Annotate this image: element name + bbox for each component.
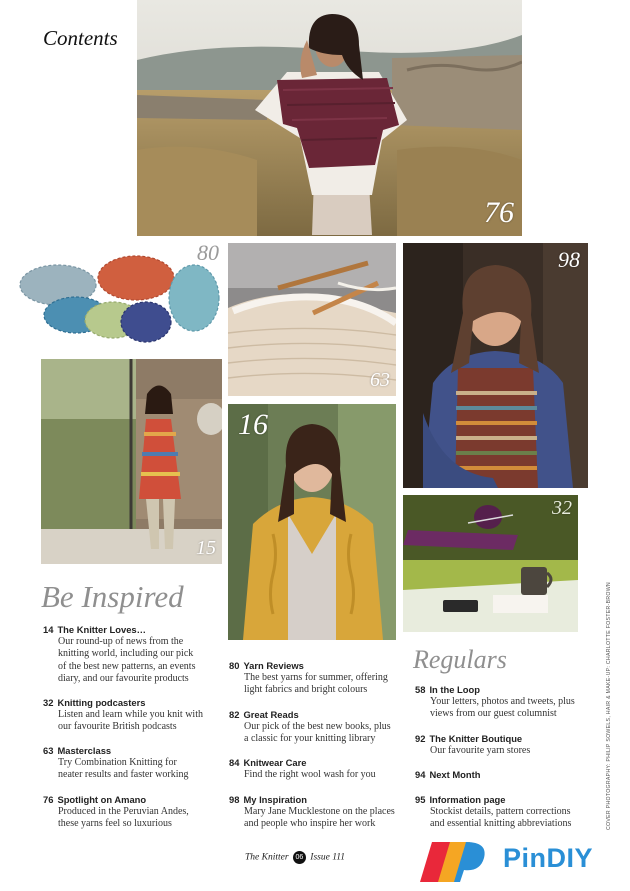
- toc-entry[interactable]: [43, 745, 228, 782]
- toc-entry-title: Masterclass: [57, 745, 112, 756]
- photo-my-inspiration: [403, 243, 588, 488]
- photo-masterclass: [228, 243, 396, 396]
- toc-entry-page: 63: [43, 745, 54, 756]
- photo-my-inspiration-page-number: 98: [558, 247, 580, 272]
- toc-entry-desc-line: views from our guest columnist: [430, 708, 557, 720]
- toc-entry-page: 95: [415, 794, 426, 805]
- photo-amano-image: [137, 0, 522, 236]
- toc-entry-page: 94: [415, 769, 426, 780]
- photo-credit: [606, 582, 616, 830]
- toc-entry-desc-line: Our pick of the best new books, plus: [244, 721, 391, 733]
- photo-credit-text: COVER PHOTOGRAPHY: PHILIP SOWELS, HAIR & MAKE-UP: CHARLOTTE FOSTER-BROWN: [606, 582, 612, 830]
- toc-entry-desc-line: and essential knitting abbreviations: [430, 818, 572, 830]
- photo-yarn-reviews-page-number: 80: [197, 240, 219, 265]
- toc-entry-desc-line: of the best new patterns, an events: [58, 660, 196, 672]
- toc-entry[interactable]: [415, 684, 595, 721]
- toc-entry-desc-line: Try Combination Knitting for: [58, 757, 177, 769]
- toc-entry-title: Information page: [429, 794, 506, 805]
- toc-entry[interactable]: [229, 794, 409, 831]
- toc-entry-desc-line: and people who inspire her work: [244, 818, 376, 830]
- toc-entry-page: 14: [43, 624, 54, 635]
- toc-entry-title: My Inspiration: [243, 794, 307, 805]
- toc-entry-page: 32: [43, 697, 54, 708]
- toc-entry-title: Spotlight on Amano: [57, 794, 147, 805]
- toc-entry[interactable]: [415, 769, 595, 781]
- toc-entry[interactable]: [43, 697, 228, 734]
- page-title: Contents: [43, 26, 118, 50]
- toc-entry-page: 84: [229, 757, 240, 768]
- toc-entry-desc-line: diary, and our favourite products: [58, 672, 189, 684]
- photo-yarn-reviews-image: [18, 240, 223, 350]
- toc-entry-desc-line: these yarns feel so luxurious: [58, 818, 172, 830]
- toc-entry-title: Yarn Reviews: [243, 660, 304, 671]
- toc-entry-page: 92: [415, 733, 426, 744]
- toc-entry-desc-line: neater results and faster working: [58, 769, 189, 781]
- toc-entry-desc-line: knitting world, including our pick: [58, 648, 194, 660]
- toc-entry-title: In the Loop: [429, 684, 480, 695]
- toc-entry-title: Great Reads: [243, 709, 299, 720]
- photo-cardigan-cover-page-number: 16: [238, 408, 268, 441]
- photo-knitter-loves: [41, 359, 222, 564]
- toc-entry[interactable]: [229, 709, 409, 746]
- toc-entry[interactable]: [415, 794, 595, 831]
- toc-entry-desc-line: Produced in the Peruvian Andes,: [58, 806, 189, 818]
- photo-my-inspiration-image: [403, 243, 588, 488]
- page-footer: [245, 851, 345, 864]
- photo-masterclass-page-number: 63: [370, 369, 390, 391]
- toc-entry[interactable]: [43, 794, 228, 831]
- photo-podcasters-page-number: 32: [552, 497, 572, 519]
- toc-entry-title: Knitting podcasters: [57, 697, 146, 708]
- toc-entry-title: The Knitter Boutique: [429, 733, 523, 744]
- photo-yarn-reviews: [18, 240, 223, 350]
- toc-entry-desc-line: Our favourite yarn stores: [430, 745, 531, 757]
- toc-entry[interactable]: [415, 733, 595, 757]
- photo-amano-page-number: 76: [484, 196, 514, 229]
- toc-entry[interactable]: [229, 757, 409, 781]
- toc-entry-title: The Knitter Loves…: [57, 624, 146, 635]
- toc-entry-desc-line: a classic for your knitting library: [244, 733, 376, 745]
- photo-knitter-loves-image: [41, 359, 222, 564]
- toc-entry-desc-line: Find the right wool wash for you: [244, 769, 376, 781]
- photo-podcasters: [403, 495, 578, 632]
- section-heading-be-inspired: Be Inspired: [41, 579, 184, 614]
- toc-entry-desc-line: Our round-up of news from the: [58, 636, 184, 648]
- photo-amano: [137, 0, 522, 236]
- footer-page-number: 06: [293, 851, 306, 864]
- toc-entry-title: Next Month: [429, 769, 481, 780]
- footer-issue: Issue 111: [310, 852, 346, 863]
- toc-entry-desc-line: Mary Jane Mucklestone on the places: [244, 806, 395, 818]
- toc-entry-desc-line: our favourite British podcasts: [58, 721, 177, 733]
- toc-entry-desc-line: Listen and learn while you knit with: [58, 709, 203, 721]
- toc-entry-page: 58: [415, 684, 426, 695]
- toc-entry-desc-line: The best yarns for summer, offering: [244, 672, 388, 684]
- toc-entry[interactable]: [43, 624, 223, 685]
- toc-entry-desc-line: light fabrics and bright colours: [244, 684, 368, 696]
- toc-entry[interactable]: [229, 660, 409, 697]
- toc-entry-page: 98: [229, 794, 240, 805]
- photo-cardigan-cover: [228, 404, 396, 640]
- toc-entry-desc-line: Stockist details, pattern corrections: [430, 806, 571, 818]
- toc-entry-page: 76: [43, 794, 54, 805]
- toc-entry-page: 80: [229, 660, 240, 671]
- section-heading-regulars: Regulars: [413, 645, 507, 674]
- pindiy-logo-icon: [418, 838, 490, 884]
- footer-magazine-name: The Knitter: [245, 852, 289, 863]
- toc-entry-page: 82: [229, 709, 240, 720]
- pindiy-logo-text: PinDIY: [503, 843, 594, 873]
- photo-knitter-loves-page-number: 15: [196, 537, 216, 559]
- toc-entry-desc-line: Your letters, photos and tweets, plus: [430, 696, 575, 708]
- toc-entry-title: Knitwear Care: [243, 757, 307, 768]
